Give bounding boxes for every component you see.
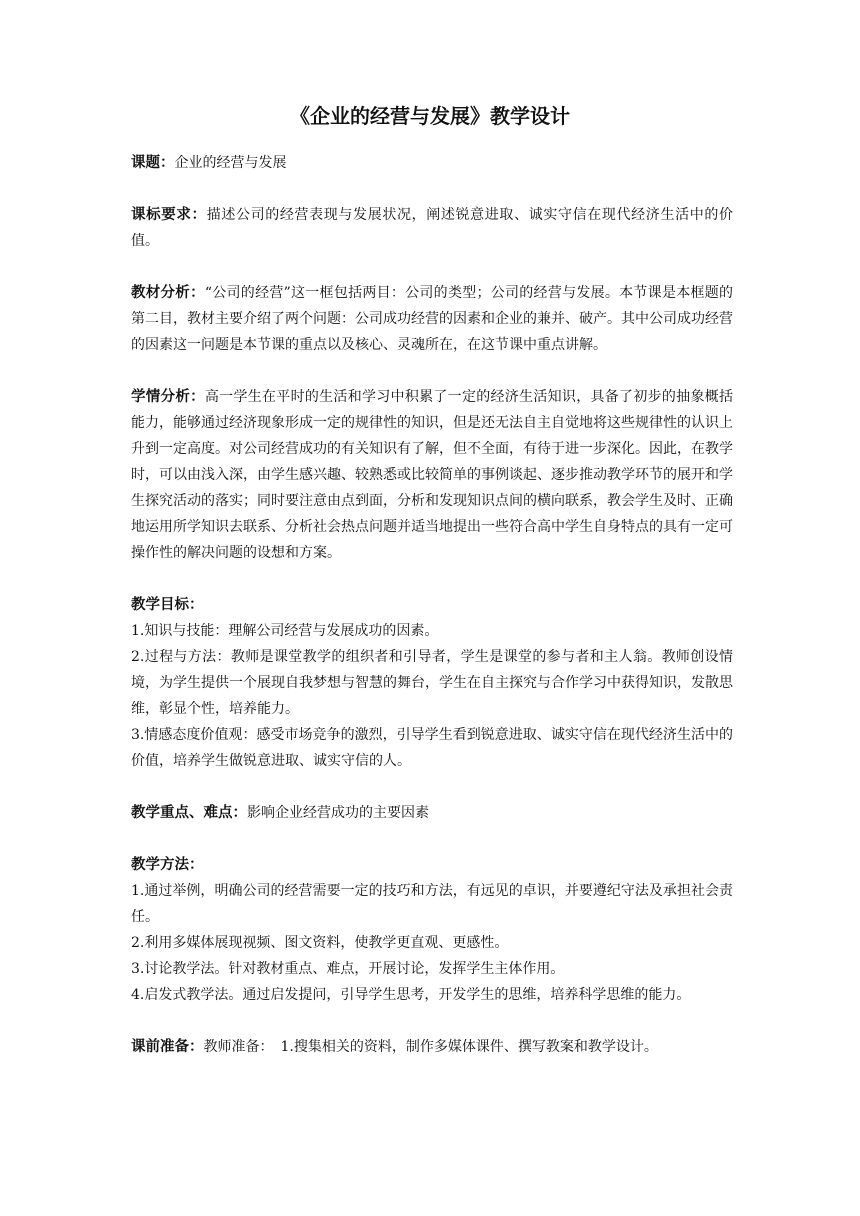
- teaching-goal-item: 2.过程与方法：教师是课堂教学的组织者和引导者，学生是课堂的参与者和主人翁。教师创设情境，为学生提供一个展现自我梦想与智慧的舞台，学生在自主探究与合作学习中获得知识，发散思维，彰显个性，培养能力。: [131, 649, 733, 717]
- textbook-analysis-text: “公司的经营”这一框包括两目：公司的类型；公司的经营与发展。本节课是本框题的第二目，教材主要介绍了两个问题：公司成功经营的因素和企业的兼并、破产。其中公司成功经营的因素这一问题是本节课的重点以及核心、灵魂所在，在这节课中重点讲解。: [131, 285, 734, 353]
- preparation-text: 教师准备： 1.搜集相关的资料，制作多媒体课件、撰写教案和教学设计。: [203, 1039, 658, 1055]
- learner-analysis-text: 高一学生在平时的生活和学习中积累了一定的经济生活知识，具备了初步的抽象概括能力，能够通过经济现象形成一定的规律性的知识，但是还无法自主自觉地将这些规律性的认识上升到一定高度。对公司经营成功的有关知识有了解，但不全面，有待于进一步深化。因此，在教学时，可以由浅入深，由学生感兴趣、较熟悉或比较简单的事例谈起、逐步推动教学环节的展开和学生探究活动的落实；同时要注意由点到面，分析和发现知识点间的横向联系，教会学生及时、正确地运用所学知识去联系、分析社会热点问题并适当地提出一些符合高中学生自身特点的具有一定可操作性的解决问题的设想和方案。: [131, 389, 734, 561]
- topic-section: [131, 150, 733, 176]
- document-title: 《企业的经营与发展》教学设计: [290, 104, 570, 128]
- document-body: [131, 150, 733, 1086]
- key-points-section: [131, 800, 733, 826]
- teaching-goals-section: [131, 592, 733, 774]
- curriculum-text: 描述公司的经营表现与发展状况，阐述锐意进取、诚实守信在现代经济生活中的价值。: [131, 207, 733, 249]
- key-points-label: 教学重点、难点：: [131, 805, 247, 821]
- teaching-goals-label: 教学目标：: [131, 597, 204, 613]
- teaching-method-item: 3.讨论教学法。针对教材重点、难点，开展讨论，发挥学生主体作用。: [131, 961, 565, 977]
- textbook-analysis-section: [131, 280, 733, 358]
- key-points-text: 影响企业经营成功的主要因素: [247, 805, 429, 821]
- curriculum-label: 课标要求：: [131, 207, 207, 223]
- teaching-method-item: 1.通过举例，明确公司的经营需要一定的技巧和方法，有远见的卓识，并要遵纪守法及承担社会责任。: [131, 883, 733, 925]
- teaching-methods-section: [131, 852, 733, 1008]
- topic-label: 课题：: [131, 155, 175, 171]
- teaching-goal-item: 1.知识与技能：理解公司经营与发展成功的因素。: [131, 623, 439, 639]
- teaching-method-item: 2.利用多媒体展现视频、图文资料，使教学更直观、更感性。: [131, 935, 509, 951]
- textbook-analysis-label: 教材分析：: [131, 285, 205, 301]
- topic-text: 企业的经营与发展: [174, 155, 287, 171]
- learner-analysis-label: 学情分析：: [131, 389, 205, 405]
- teaching-methods-label: 教学方法：: [131, 857, 204, 873]
- teaching-method-item: 4.启发式教学法。通过启发提问，引导学生思考，开发学生的思维，培养科学思维的能力。: [131, 987, 691, 1003]
- curriculum-section: [131, 202, 733, 254]
- preparation-section: [131, 1034, 733, 1060]
- teaching-goal-item: 3.情感态度价值观：感受市场竞争的激烈，引导学生看到锐意进取、诚实守信在现代经济生活中的价值，培养学生做锐意进取、诚实守信的人。: [131, 727, 733, 769]
- learner-analysis-section: [131, 384, 733, 566]
- preparation-label: 课前准备：: [131, 1039, 204, 1055]
